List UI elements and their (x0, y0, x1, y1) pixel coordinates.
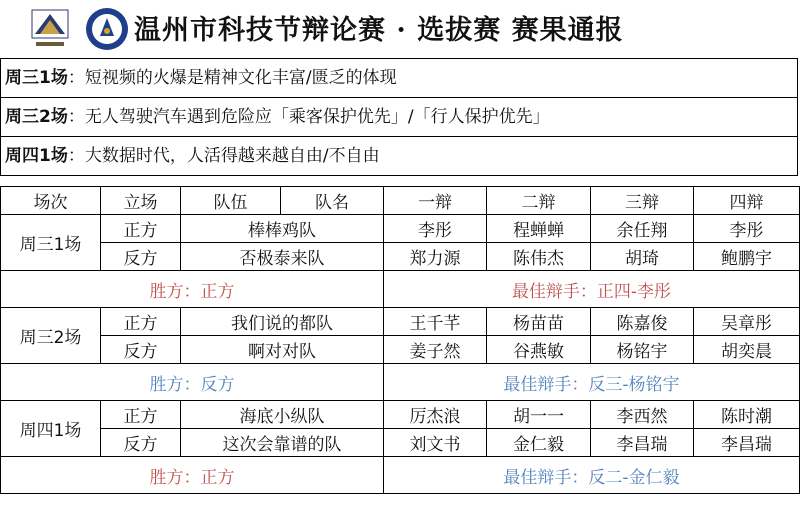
column-header: 二辩 (487, 187, 591, 215)
team-name-cell: 我们说的都队 (181, 308, 384, 336)
page-title: 温州市科技节辩论赛 · 选拔赛 赛果通报 (134, 15, 624, 46)
debater-cell: 胡奕晨 (694, 336, 800, 364)
debater-cell: 刘文书 (384, 429, 487, 457)
side-cell: 反方 (101, 243, 181, 271)
debater-cell: 吴章彤 (694, 308, 800, 336)
results-table (0, 186, 800, 494)
winner-cell: 胜方：正方 (1, 457, 384, 494)
debater-cell: 李彤 (384, 215, 487, 243)
best-debater-cell: 最佳辩手：正四-李彤 (384, 271, 800, 308)
team-name-cell: 这次会靠谱的队 (181, 429, 384, 457)
column-header: 四辩 (694, 187, 800, 215)
debater-cell: 程蝉蝉 (487, 215, 591, 243)
debater-cell: 鲍鹏宇 (694, 243, 800, 271)
winner-cell: 胜方：正方 (1, 271, 384, 308)
column-header: 队伍 (181, 187, 281, 215)
debater-cell: 陈伟杰 (487, 243, 591, 271)
session-cell: 周四1场 (1, 401, 101, 457)
debater-cell: 陈嘉俊 (591, 308, 694, 336)
team-name-cell: 啊对对队 (181, 336, 384, 364)
result-summary-row (1, 271, 800, 308)
table-row (1, 429, 800, 457)
team-name-cell: 棒棒鸡队 (181, 215, 384, 243)
debater-cell: 厉杰浪 (384, 401, 487, 429)
debater-cell: 杨铭宇 (591, 336, 694, 364)
debater-cell: 余任翔 (591, 215, 694, 243)
column-header: 队名 (281, 187, 384, 215)
topic-row (1, 59, 797, 97)
debater-cell: 姜子然 (384, 336, 487, 364)
topic-session-label: 周三2场 (5, 107, 68, 127)
debater-cell: 胡一一 (487, 401, 591, 429)
side-cell: 正方 (101, 401, 181, 429)
result-summary-row (1, 364, 800, 401)
topic-motion: 短视频的火爆是精神文化丰富/匮乏的体现 (84, 68, 397, 88)
debater-cell: 李彤 (694, 215, 800, 243)
header (0, 0, 800, 58)
debater-cell: 金仁毅 (487, 429, 591, 457)
debater-cell: 王千芊 (384, 308, 487, 336)
table-row (1, 308, 800, 336)
topic-motion: 无人驾驶汽车遇到危险应「乘客保护优先」/「行人保护优先」 (84, 107, 550, 127)
debater-cell: 杨苗苗 (487, 308, 591, 336)
topic-separator: ： (67, 68, 85, 88)
side-cell: 正方 (101, 308, 181, 336)
topic-separator: ： (67, 146, 85, 166)
debater-cell: 陈时潮 (694, 401, 800, 429)
topic-separator: ： (67, 107, 85, 127)
debater-cell: 郑力源 (384, 243, 487, 271)
team-name-cell: 海底小纵队 (181, 401, 384, 429)
debater-cell: 胡琦 (591, 243, 694, 271)
result-summary-row (1, 457, 800, 494)
best-debater-cell: 最佳辩手：反二-金仁毅 (384, 457, 800, 494)
topic-session-label: 周四1场 (5, 146, 68, 166)
team-name-cell: 否极泰来队 (181, 243, 384, 271)
table-row (1, 243, 800, 271)
side-cell: 反方 (101, 336, 181, 364)
side-cell: 正方 (101, 215, 181, 243)
school-emblem-icon (84, 6, 130, 52)
table-row (1, 336, 800, 364)
winner-cell: 胜方：反方 (1, 364, 384, 401)
topic-motion: 大数据时代，人活得越来越自由/不自由 (84, 146, 380, 166)
column-header: 三辩 (591, 187, 694, 215)
best-debater-cell: 最佳辩手：反三-杨铭宇 (384, 364, 800, 401)
organization-logo-icon (30, 8, 70, 50)
column-header: 立场 (101, 187, 181, 215)
column-header: 场次 (1, 187, 101, 215)
header-row (1, 187, 800, 215)
topic-row (1, 136, 797, 175)
debater-cell: 李昌瑞 (694, 429, 800, 457)
session-cell: 周三1场 (1, 215, 101, 271)
debater-cell: 李西然 (591, 401, 694, 429)
topics-box (0, 58, 798, 176)
side-cell: 反方 (101, 429, 181, 457)
topic-row (1, 97, 797, 136)
table-row (1, 215, 800, 243)
session-cell: 周三2场 (1, 308, 101, 364)
table-row (1, 401, 800, 429)
debater-cell: 谷燕敏 (487, 336, 591, 364)
debater-cell: 李昌瑞 (591, 429, 694, 457)
column-header: 一辩 (384, 187, 487, 215)
topic-session-label: 周三1场 (5, 68, 68, 88)
